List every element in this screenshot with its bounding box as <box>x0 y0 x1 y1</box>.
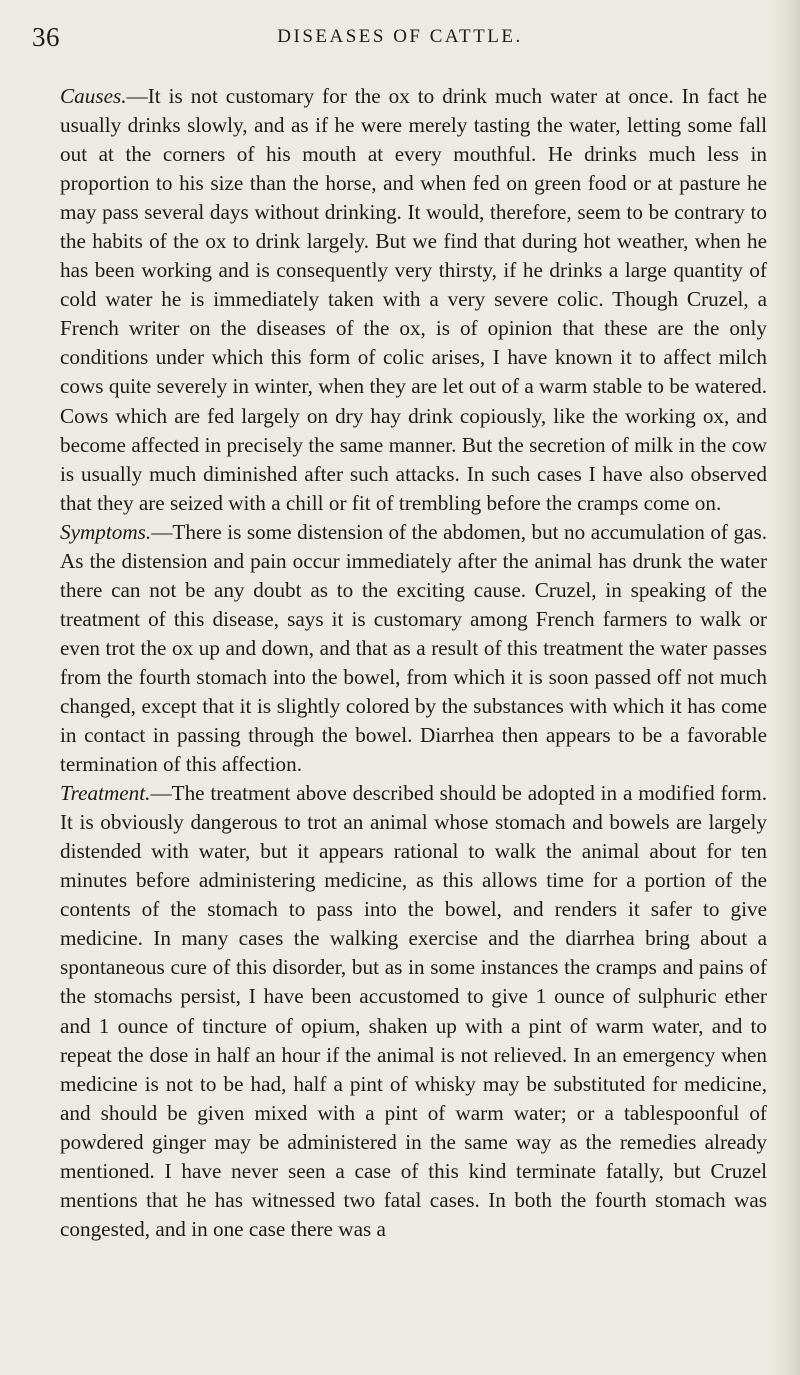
causes-text: —It is not customary for the ox to drink much water at once. In fact he usually drinks slowly, and as if he were merely tasting the water, letting some fall out at the corners of his mouth at every mouthful. He drinks much less in proportion to his size than the horse, and when fed on green food or at pasture he may pass several days without drinking. It would, therefore, seem to be contrary to the habits of the ox to drink largely. But we find that during hot weather, when he has been working and is consequently very thirsty, if he drinks a large quantity of cold water he is immediately taken with a very severe colic. Though Cruzel, a French writer on the diseases of the ox, is of opinion that these are the only conditions under which this form of colic arises, I have known it to affect milch cows quite severely in winter, when they are let out of a warm stable to be watered. Cows which are fed largely on dry hay drink copiously, like the working ox, and become affected in precisely the same manner. But the secretion of milk in the cow is usually much diminished after such attacks. In such cases I have also observed that they are seized with a chill or fit of trembling before the cramps come on. <box>60 84 767 515</box>
page-number: 36 <box>32 22 60 52</box>
symptoms-heading: Symptoms. <box>60 519 152 544</box>
treatment-text: —The treatment above described should be adopted in a modified form. It is obviously dangerous to trot an animal whose stomach and bowels are largely distended with water, but it appears rational to walk the animal about for ten minutes before administering medicine, as this allows time for a portion of the contents of the stomach to pass into the bowel, and renders it safer to give medicine. In many cases the walking exercise and the diarrhea bring about a spontaneous cure of this disorder, but as in some instances the cramps and pains of the stomachs persist, I have been accustomed to give 1 ounce of sulphuric ether and 1 ounce of tincture of opium, shaken up with a pint of warm water, and to repeat the dose in half an hour if the animal is not relieved. In an emergency when medicine is not to be had, half a pint of whisky may be substituted for medicine, and should be given mixed with a pint of warm water; or a tablespoonful of powdered ginger may be administered in the same way as the remedies already mentioned. I have never seen a case of this kind terminate fatally, but Cruzel mentions that he has witnessed two fatal cases. In both the fourth stomach was congested, and in one case there was a <box>60 781 767 1241</box>
causes-heading: Causes. <box>60 84 127 108</box>
treatment-paragraph <box>60 779 767 1244</box>
symptoms-paragraph <box>60 518 767 779</box>
symptoms-text: —There is some distension of the abdomen, but no accumulation of gas. As the distension and pain occur immediately after the animal has drunk the water there can not be any doubt as to the exciting cause. Cruzel, in speaking of the treatment of this disease, says it is customary among French farmers to walk or even trot the ox up and down, and that as a result of this treatment the water passes from the fourth stomach into the bowel, from which it is soon passed off not much changed, except that it is slightly colored by the substances with which it has come in contact in passing through the bowel. Diarrhea then appears to be a favorable termination of this affection. <box>60 519 767 777</box>
causes-paragraph <box>60 82 767 518</box>
body-text <box>60 82 767 1244</box>
treatment-heading: Treatment. <box>60 781 151 806</box>
running-head: DISEASES OF CATTLE. <box>277 26 523 47</box>
page-header <box>32 22 768 56</box>
